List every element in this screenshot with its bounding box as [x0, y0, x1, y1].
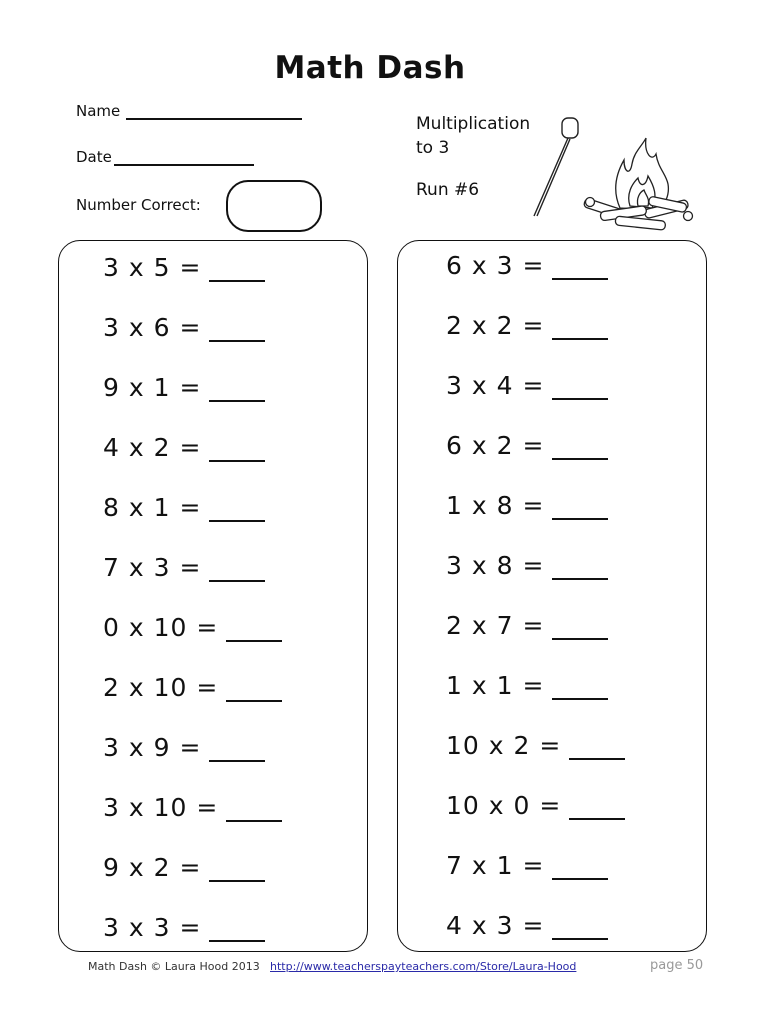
- problem-text: 6 x 3 =: [446, 251, 545, 280]
- campfire-icon: [583, 138, 692, 230]
- problem-text: 4 x 2 =: [103, 433, 202, 462]
- answer-blank[interactable]: [209, 740, 265, 762]
- answer-blank[interactable]: [209, 560, 265, 582]
- problem-text: 3 x 3 =: [103, 913, 202, 942]
- campfire-illustration: [520, 112, 700, 236]
- problem-text: 2 x 2 =: [446, 311, 545, 340]
- problem-item: [446, 911, 608, 940]
- problem-item: [446, 791, 625, 820]
- store-link[interactable]: http://www.teacherspayteachers.com/Store/Laura-Hood: [270, 960, 577, 973]
- problem-item: [446, 431, 608, 460]
- problem-item: [103, 493, 265, 522]
- problem-text: 4 x 3 =: [446, 911, 545, 940]
- problem-text: 0 x 10 =: [103, 613, 219, 642]
- date-field[interactable]: [76, 148, 254, 166]
- problem-text: 8 x 1 =: [103, 493, 202, 522]
- answer-blank[interactable]: [552, 558, 608, 580]
- problem-text: 9 x 1 =: [103, 373, 202, 402]
- answer-blank[interactable]: [209, 260, 265, 282]
- problem-item: [446, 371, 608, 400]
- page-number: page 50: [650, 958, 704, 973]
- answer-blank[interactable]: [552, 318, 608, 340]
- problem-text: 3 x 10 =: [103, 793, 219, 822]
- problem-item: [103, 433, 265, 462]
- answer-blank[interactable]: [209, 440, 265, 462]
- answer-blank[interactable]: [552, 438, 608, 460]
- date-line: [114, 150, 254, 166]
- answer-blank[interactable]: [552, 378, 608, 400]
- problem-text: 7 x 1 =: [446, 851, 545, 880]
- problem-item: [103, 733, 265, 762]
- footer-credit: Math Dash © Laura Hood 2013: [88, 960, 260, 973]
- problem-item: [103, 313, 265, 342]
- problem-text: 2 x 10 =: [103, 673, 219, 702]
- problem-item: [103, 613, 282, 642]
- number-correct-label: Number Correct:: [76, 196, 201, 214]
- date-label: Date: [76, 148, 112, 166]
- name-field[interactable]: [76, 102, 302, 120]
- answer-blank[interactable]: [226, 800, 282, 822]
- problem-item: [103, 253, 265, 282]
- answer-blank[interactable]: [226, 680, 282, 702]
- problem-text: 9 x 2 =: [103, 853, 202, 882]
- problem-item: [446, 611, 608, 640]
- answer-blank[interactable]: [552, 918, 608, 940]
- problem-text: 2 x 7 =: [446, 611, 545, 640]
- answer-blank[interactable]: [552, 618, 608, 640]
- answer-blank[interactable]: [569, 798, 625, 820]
- problem-item: [446, 311, 608, 340]
- name-line: [126, 104, 302, 120]
- answer-blank[interactable]: [552, 678, 608, 700]
- number-correct-box[interactable]: [226, 180, 322, 232]
- answer-blank[interactable]: [552, 258, 608, 280]
- problem-item: [103, 793, 282, 822]
- problem-text: 3 x 8 =: [446, 551, 545, 580]
- problem-text: 10 x 0 =: [446, 791, 562, 820]
- problem-item: [446, 251, 608, 280]
- answer-blank[interactable]: [552, 498, 608, 520]
- problem-text: 6 x 2 =: [446, 431, 545, 460]
- problem-item: [446, 491, 608, 520]
- problem-item: [103, 553, 265, 582]
- topic-line-1: Multiplication: [416, 114, 531, 134]
- page-title: Math Dash: [274, 50, 466, 86]
- problem-column-right: [397, 240, 707, 952]
- problem-text: 1 x 1 =: [446, 671, 545, 700]
- problem-text: 3 x 4 =: [446, 371, 545, 400]
- answer-blank[interactable]: [209, 920, 265, 942]
- answer-blank[interactable]: [209, 500, 265, 522]
- problem-column-left: [58, 240, 368, 952]
- problem-text: 3 x 6 =: [103, 313, 202, 342]
- number-correct-field: [76, 196, 201, 214]
- problem-item: [446, 731, 625, 760]
- problem-item: [446, 551, 608, 580]
- answer-blank[interactable]: [209, 380, 265, 402]
- problem-item: [446, 851, 608, 880]
- answer-blank[interactable]: [552, 858, 608, 880]
- problem-text: 10 x 2 =: [446, 731, 562, 760]
- answer-blank[interactable]: [209, 320, 265, 342]
- problem-text: 1 x 8 =: [446, 491, 545, 520]
- problem-item: [103, 373, 265, 402]
- marshmallow-stick-icon: [534, 118, 578, 216]
- problem-item: [103, 913, 265, 942]
- problem-text: 3 x 9 =: [103, 733, 202, 762]
- name-label: Name: [76, 102, 121, 120]
- answer-blank[interactable]: [209, 860, 265, 882]
- problem-item: [446, 671, 608, 700]
- problem-text: 7 x 3 =: [103, 553, 202, 582]
- answer-blank[interactable]: [569, 738, 625, 760]
- run-number: Run #6: [416, 180, 480, 200]
- problem-item: [103, 853, 265, 882]
- problem-text: 3 x 5 =: [103, 253, 202, 282]
- topic-line-2: to 3: [416, 138, 450, 158]
- problem-item: [103, 673, 282, 702]
- answer-blank[interactable]: [226, 620, 282, 642]
